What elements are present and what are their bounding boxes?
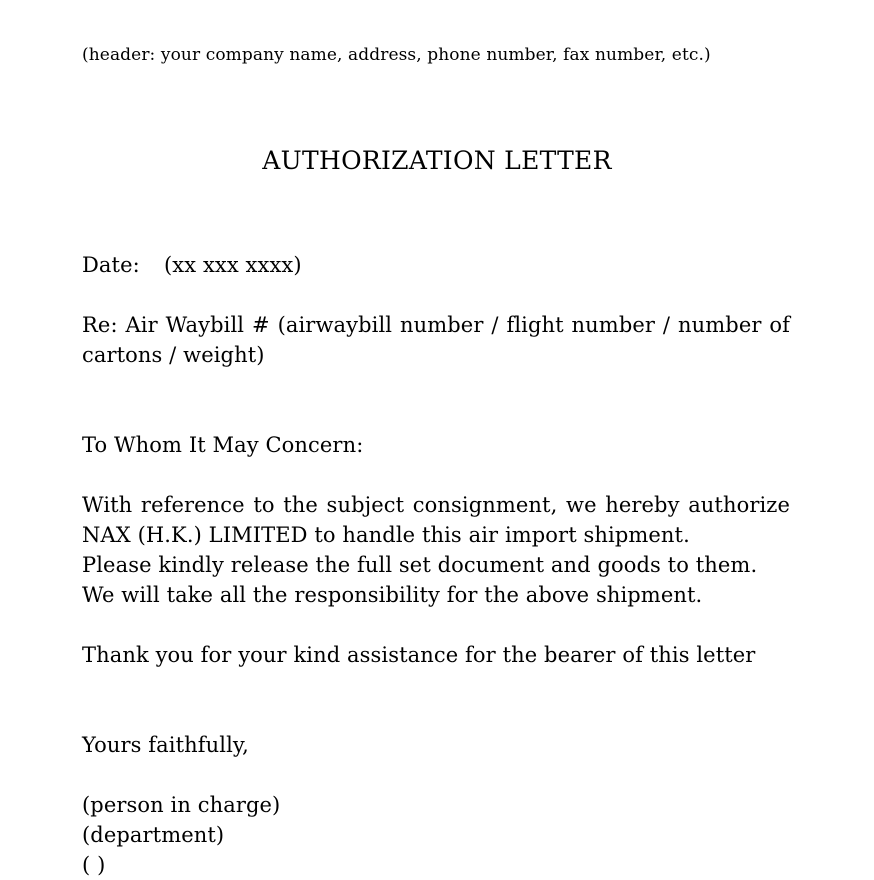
thanks-line: Thank you for your kind assistance for the bearer of this letter	[82, 643, 756, 667]
header-placeholder: (header: your company name, address, phone number, fax number, etc.)	[82, 45, 711, 65]
date-label: Date:	[82, 253, 140, 277]
signature-department: (department)	[82, 823, 225, 847]
letter-title: AUTHORIZATION LETTER	[262, 146, 612, 175]
body-line-4: We will take all the responsibility for the above shipment.	[82, 583, 703, 607]
signature-partial-line: ( )	[82, 853, 106, 877]
date-value: (xx xxx xxxx)	[164, 253, 302, 277]
reference-line-2: cartons / weight)	[82, 343, 265, 367]
closing: Yours faithfully,	[82, 733, 249, 757]
signature-person: (person in charge)	[82, 793, 281, 817]
reference-line-1: Re: Air Waybill # (airwaybill number / flight number / number of	[82, 313, 790, 337]
salutation: To Whom It May Concern:	[82, 433, 364, 457]
body-line-2: NAX (H.K.) LIMITED to handle this air import shipment.	[82, 523, 690, 547]
body-line-3: Please kindly release the full set document and goods to them.	[82, 553, 758, 577]
body-line-1: With reference to the subject consignment, we hereby authorize	[82, 493, 790, 517]
